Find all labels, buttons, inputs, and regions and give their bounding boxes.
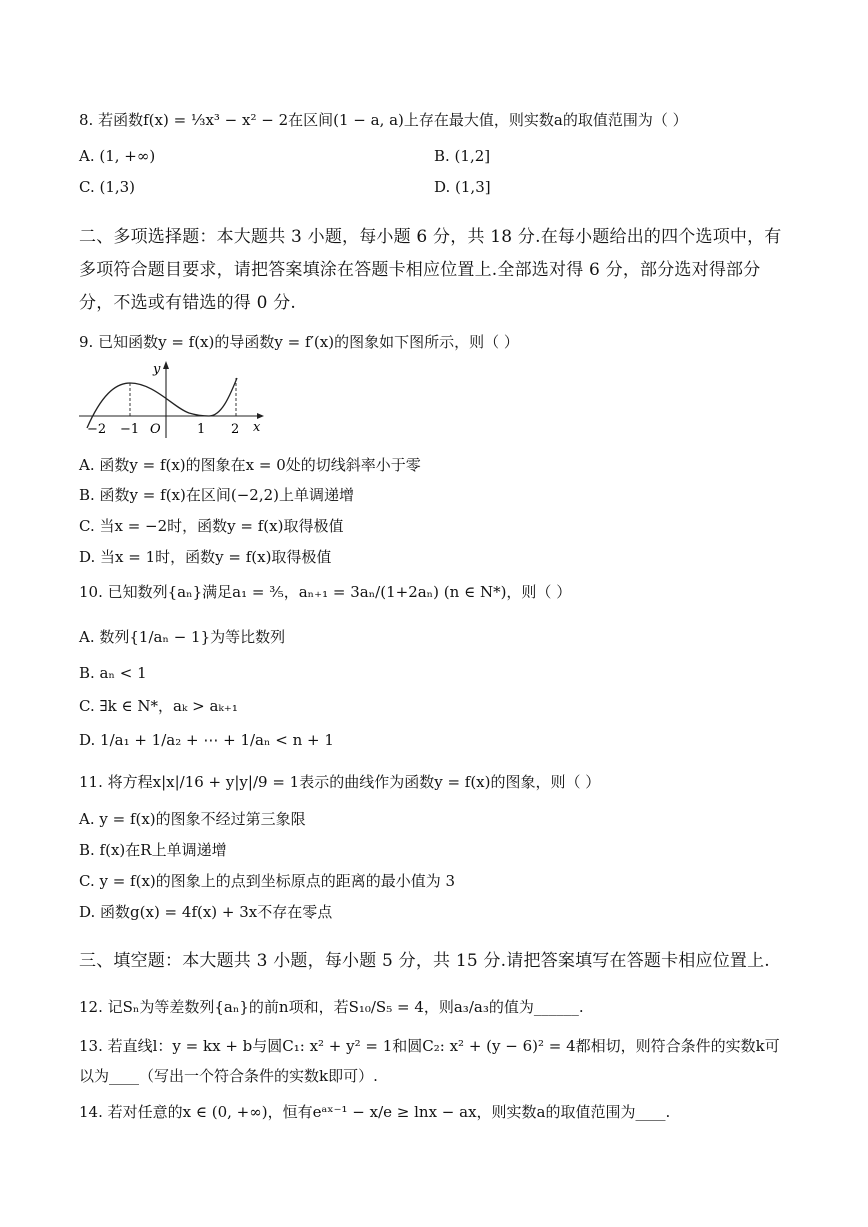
q10-option-b: B. aₙ < 1	[79, 664, 147, 682]
q9-option-c: C. 当x = −2时，函数y = f(x)取得极值	[79, 517, 344, 535]
derivative-graph	[79, 358, 269, 440]
section2-line1: 二、多项选择题：本大题共 3 小题，每小题 6 分，共 18 分.在每小题给出的四个选项中，有	[79, 227, 782, 247]
q8-stem: 8. 若函数f(x) = ⅓x³ − x² − 2在区间(1 − a, a)上存在最大值，则实数a的取值范围为（ ）	[79, 111, 688, 129]
q10-option-a: A. 数列{1/aₙ − 1}为等比数列	[79, 628, 286, 646]
q9-option-b: B. 函数y = f(x)在区间(−2,2)上单调递增	[79, 486, 354, 504]
q11-option-c: C. y = f(x)的图象上的点到坐标原点的距离的最小值为 3	[79, 872, 456, 890]
q11-option-b: B. f(x)在R上单调递增	[79, 841, 227, 859]
y-axis-label: y	[153, 362, 161, 377]
x-axis-label: x	[253, 420, 261, 435]
derivative-curve	[87, 378, 237, 428]
q11-option-d: D. 函数g(x) = 4f(x) + 3x不存在零点	[79, 903, 333, 921]
tick-label-minus1: −1	[120, 422, 140, 437]
x-axis-arrow	[257, 413, 264, 419]
q9-option-a: A. 函数y = f(x)的图象在x = 0处的切线斜率小于零	[79, 456, 421, 474]
q11-option-a: A. y = f(x)的图象不经过第三象限	[79, 810, 306, 828]
q10-option-d: D. 1/a₁ + 1/a₂ + ⋯ + 1/aₙ < n + 1	[79, 731, 334, 749]
q10-stem: 10. 已知数列{aₙ}满足a₁ = ³⁄₅，aₙ₊₁ = 3aₙ/(1+2aₙ) (n ∈ N*)，则（ ）	[79, 583, 572, 601]
section3-line: 三、填空题：本大题共 3 小题，每小题 5 分，共 15 分.请把答案填写在答题卡相应位置上.	[79, 951, 770, 971]
section2-line2: 多项符合题目要求，请把答案填涂在答题卡相应位置上.全部选对得 6 分，部分选对得部分	[79, 260, 761, 280]
q10-option-c: C. ∃k ∈ N*，aₖ > aₖ₊₁	[79, 697, 238, 715]
q9-stem: 9. 已知函数y = f(x)的导函数y = f′(x)的图象如下图所示，则（ ）	[79, 333, 519, 351]
q9-option-d: D. 当x = 1时，函数y = f(x)取得极值	[79, 548, 332, 566]
q12-stem: 12. 记Sₙ为等差数列{aₙ}的前n项和，若S₁₀/S₅ = 4，则a₃/a₃的值为______.	[79, 998, 584, 1016]
tick-label-minus2: −2	[87, 422, 107, 437]
origin-label: O	[150, 422, 161, 437]
q8-option-b: B. (1,2]	[434, 147, 491, 165]
q14-stem: 14. 若对任意的x ∈ (0, +∞)，恒有eᵃˣ⁻¹ − x/e ≥ lnx − ax，则实数a的取值范围为____.	[79, 1103, 671, 1121]
q11-stem: 11. 将方程x|x|/16 + y|y|/9 = 1表示的曲线作为函数y = f(x)的图象，则（ ）	[79, 773, 601, 791]
q8-option-d: D. (1,3]	[434, 178, 491, 196]
tick-label-1: 1	[197, 422, 206, 437]
q8-option-a: A. (1, +∞)	[79, 147, 156, 165]
tick-label-2: 2	[231, 422, 240, 437]
y-axis-arrow	[163, 361, 169, 369]
section2-line3: 分，不选或有错选的得 0 分.	[79, 293, 297, 313]
q13-line2: 以为____（写出一个符合条件的实数k即可）.	[79, 1067, 378, 1085]
q8-option-c: C. (1,3)	[79, 178, 136, 196]
q13-line1: 13. 若直线l：y = kx + b与圆C₁: x² + y² = 1和圆C₂: x² + (y − 6)² = 4都相切，则符合条件的实数k可	[79, 1037, 780, 1055]
